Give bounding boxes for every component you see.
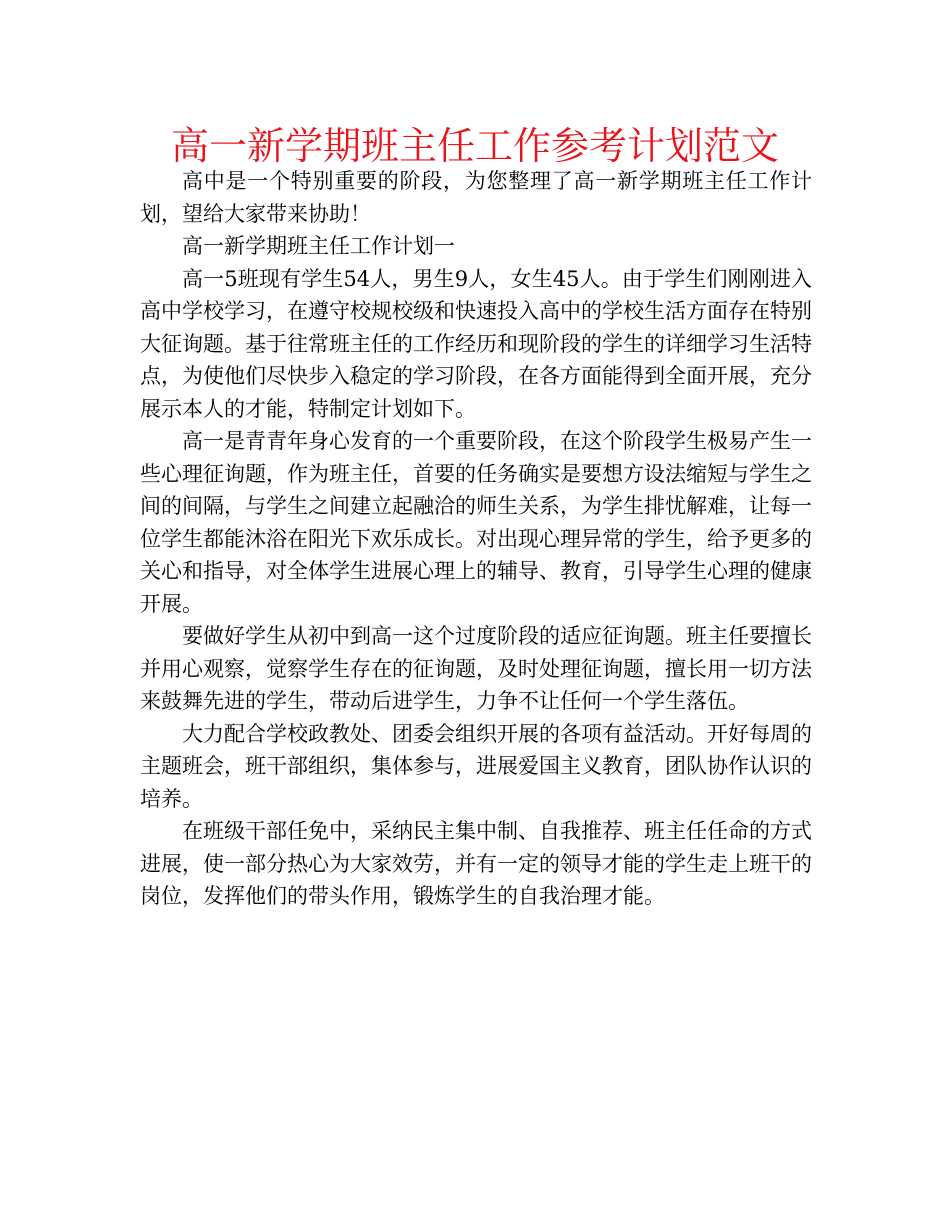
paragraph-class-overview: 高一5班现有学生54人，男生9人，女生45人。由于学生们刚刚进入高中学校学习，在遵守校规校级和快速投入高中的学校生活方面存在特别大征询题。基于往常班主任的工作经历和现阶段的学生的详细学习生活特点，为使他们尽快步入稳定的学习阶段，在各方面能得到全面开展，充分展示本人的才能，特制定计划如下。 [140,266,812,421]
paragraph-section-heading: 高一新学期班主任工作计划一 [182,234,455,258]
paragraph-class-cadres: 在班级干部任免中，采纳民主集中制、自我推荐、班主任任命的方式进展，使一部分热心为大家效劳，并有一定的领导才能的学生走上班干的岗位，发挥他们的带头作用，锻炼学生的自我治理才能。 [140,819,812,908]
paragraph-psychology: 高一是青青年身心发育的一个重要阶段，在这个阶段学生极易产生一些心理征询题，作为班主任，首要的任务确实是要想方设法缩短与学生之间的间隔，与学生之间建立起融洽的师生关系，为学生排忧解难，让每一位学生都能沐浴在阳光下欢乐成长。对出现心理异常的学生，给予更多的关心和指导，对全体学生进展心理上的辅导、教育，引导学生心理的健康开展。 [140,429,812,616]
paragraph-activities: 大力配合学校政教处、团委会组织开展的各项有益活动。开好每周的主题班会，班干部组织，集体参与，进展爱国主义教育，团队协作认识的培养。 [140,721,812,811]
document-title: 高一新学期班主任工作参考计划范文 [170,124,779,168]
document-body [140,165,812,913]
paragraph-intro: 高中是一个特别重要的阶段，为您整理了高一新学期班主任工作计划，望给大家带来协助！ [140,169,812,226]
paragraph-transition: 要做好学生从初中到高一这个过度阶段的适应征询题。班主任要擅长并用心观察，觉察学生存在的征询题，及时处理征询题，擅长用一切方法来鼓舞先进的学生，带动后进学生，力争不让任何一个学生落伍。 [140,624,812,713]
